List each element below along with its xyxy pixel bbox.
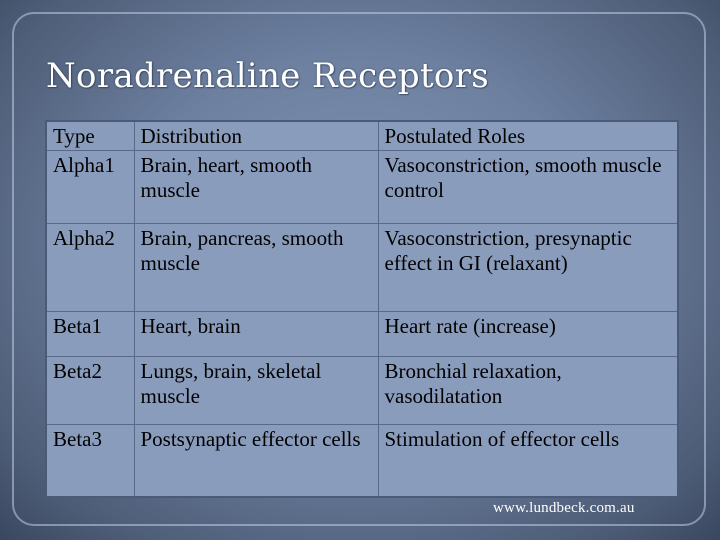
cell-roles: Vasoconstriction, presynaptic effect in GI (relaxant) <box>378 223 678 311</box>
cell-distribution: Brain, heart, smooth muscle <box>134 150 378 223</box>
table-header-row <box>46 121 678 150</box>
header-roles: Postulated Roles <box>378 121 678 150</box>
table-row <box>46 311 678 356</box>
cell-roles: Vasoconstriction, smooth muscle control <box>378 150 678 223</box>
table-row <box>46 424 678 497</box>
cell-distribution: Heart, brain <box>134 311 378 356</box>
cell-distribution: Brain, pancreas, smooth muscle <box>134 223 378 311</box>
table-row <box>46 223 678 311</box>
cell-type: Beta3 <box>46 424 134 497</box>
cell-distribution: Lungs, brain, skeletal muscle <box>134 356 378 424</box>
cell-roles: Stimulation of effector cells <box>378 424 678 497</box>
cell-roles: Bronchial relaxation, vasodilatation <box>378 356 678 424</box>
slide-title: Noradrenaline Receptors <box>46 56 490 96</box>
source-credit: www.lundbeck.com.au <box>493 500 635 516</box>
cell-type: Alpha2 <box>46 223 134 311</box>
cell-roles: Heart rate (increase) <box>378 311 678 356</box>
table-row <box>46 150 678 223</box>
header-distribution: Distribution <box>134 121 378 150</box>
table-row <box>46 356 678 424</box>
cell-type: Beta2 <box>46 356 134 424</box>
cell-type: Alpha1 <box>46 150 134 223</box>
header-type: Type <box>46 121 134 150</box>
receptor-table <box>45 120 679 498</box>
cell-distribution: Postsynaptic effector cells <box>134 424 378 497</box>
cell-type: Beta1 <box>46 311 134 356</box>
